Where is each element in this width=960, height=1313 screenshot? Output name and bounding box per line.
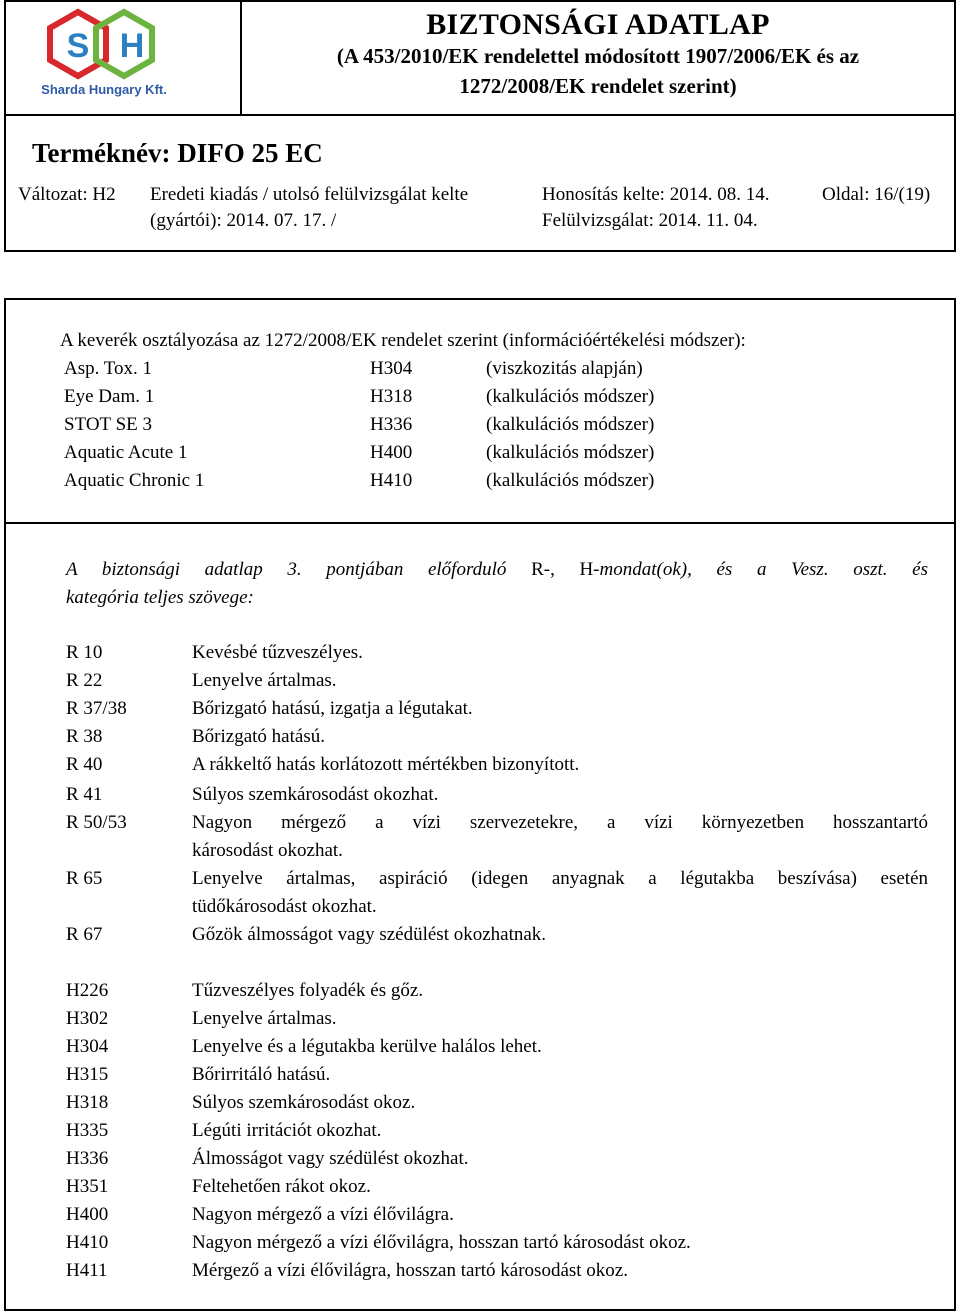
phrase-text: A rákkeltő hatás korlátozott mértékben bizonyított. (192, 754, 580, 775)
classification-heading: A keverék osztályozása az 1272/2008/EK rendelet szerint (információértékelési módszer): (60, 330, 746, 351)
phrase-text-line1: Nagyon mérgező a vízi szervezetekre, a vízi környezetben hosszantartó (192, 812, 928, 833)
phrase-code: H336 (66, 1148, 109, 1169)
company-logo (6, 2, 242, 114)
phrase-text: Súlyos szemkárosodást okozhat. (192, 784, 439, 805)
phrase-text: Nagyon mérgező a vízi élővilágra, hosszan tartó károsodást okoz. (192, 1232, 691, 1253)
issue-date-line1: Eredeti kiadás / utolsó felülvizsgálat kelte (150, 184, 469, 205)
phrase-text: Gőzök álmosságot vagy szédülést okozhatnak. (192, 924, 547, 945)
phrase-code: R 38 (66, 726, 103, 747)
logo-cell (6, 2, 242, 116)
hazard-code: H410 (370, 470, 413, 491)
classification-row (0, 414, 960, 442)
phrase-code: R 65 (66, 868, 103, 889)
approval-date (542, 182, 769, 234)
phrase-text-line2: károsodást okozhat. (192, 840, 343, 861)
phrase-code: H318 (66, 1092, 109, 1113)
approval-date-line1: Honosítás kelte: 2014. 08. 14. (542, 184, 770, 205)
statements-intro (66, 556, 928, 584)
hazard-category: Aquatic Chronic 1 (64, 470, 205, 491)
phrase-code: H411 (66, 1260, 108, 1281)
phrase-text: Bőrizgató hatású. (192, 726, 325, 747)
issue-date (150, 182, 468, 234)
phrase-text: Mérgező a vízi élővilágra, hosszan tartó károsodást okoz. (192, 1260, 628, 1281)
phrase-code: R 22 (66, 670, 103, 691)
hazard-code: H318 (370, 386, 413, 407)
hazard-category: Eye Dam. 1 (64, 386, 155, 407)
phrase-text: Lenyelve ártalmas. (192, 670, 337, 691)
phrase-code: R 40 (66, 754, 103, 775)
hazard-category: Asp. Tox. 1 (64, 358, 153, 379)
phrase-text: Súlyos szemkárosodást okoz. (192, 1092, 416, 1113)
page-number: Oldal: 16/(19) (822, 184, 931, 205)
classification-row (0, 442, 960, 470)
phrase-text: Lenyelve ártalmas. (192, 1008, 337, 1029)
title-cell (242, 2, 954, 116)
phrase-code: H335 (66, 1120, 109, 1141)
phrase-text: Légúti irritációt okozhat. (192, 1120, 382, 1141)
intro-part-a: A biztonsági adatlap 3. pontjában előforduló (66, 559, 507, 580)
document-header (4, 0, 956, 252)
classification-method: (kalkulációs módszer) (486, 386, 655, 407)
phrase-code: H410 (66, 1232, 109, 1253)
statements-intro-line2: kategória teljes szövege: (66, 587, 254, 608)
phrase-text: Nagyon mérgező a vízi élővilágra. (192, 1204, 454, 1225)
phrase-code: R 10 (66, 642, 103, 663)
classification-row (0, 386, 960, 414)
product-name: Terméknév: DIFO 25 EC (32, 138, 323, 168)
hazard-category: Aquatic Acute 1 (64, 442, 188, 463)
hazard-code: H336 (370, 414, 413, 435)
phrase-text-line2: tüdőkárosodást okozhat. (192, 896, 377, 917)
phrase-code: H351 (66, 1176, 109, 1197)
phrase-code: H315 (66, 1064, 109, 1085)
phrase-text: Feltehetően rákot okoz. (192, 1176, 371, 1197)
product-cell (6, 116, 954, 184)
phrase-text: Kevésbé tűzveszélyes. (192, 642, 363, 663)
logo-company-text: Sharda Hungary Kft. (41, 82, 167, 97)
logo-letter-s: S (66, 27, 90, 65)
phrase-code: H226 (66, 980, 109, 1001)
phrase-text: Álmosságot vagy szédülést okozhat. (192, 1148, 469, 1169)
hazard-code: H400 (370, 442, 413, 463)
classification-method: (viszkozitás alapján) (486, 358, 643, 379)
classification-method: (kalkulációs módszer) (486, 442, 655, 463)
phrase-text-line1: Lenyelve ártalmas, aspiráció (idegen anyagnak a légutakba beszívása) esetén (192, 868, 928, 889)
classification-method: (kalkulációs módszer) (486, 470, 655, 491)
document-subtitle-line1: (A 453/2010/EK rendelettel módosított 1907/2006/EK és az (336, 44, 860, 68)
hazard-category: STOT SE 3 (64, 414, 152, 435)
phrase-text: Bőrizgató hatású, izgatja a légutakat. (192, 698, 473, 719)
issue-date-line2: (gyártói): 2014. 07. 17. / (150, 210, 337, 231)
approval-date-line2: Felülvizsgálat: 2014. 11. 04. (542, 210, 758, 231)
phrase-code: H304 (66, 1036, 109, 1057)
classification-row (0, 470, 960, 498)
logo-letter-h: H (119, 27, 145, 65)
phrase-code: R 41 (66, 784, 103, 805)
phrase-text: Bőrirritáló hatású. (192, 1064, 331, 1085)
phrase-code: H302 (66, 1008, 109, 1029)
document-title: BIZTONSÁGI ADATLAP (426, 8, 770, 41)
classification-row (0, 358, 960, 386)
phrase-code: R 67 (66, 924, 103, 945)
phrase-code: R 37/38 (66, 698, 127, 719)
intro-part-c: mondat(ok), és a Vesz. oszt. és (599, 559, 928, 580)
classification-method: (kalkulációs módszer) (486, 414, 655, 435)
intro-part-b: R-, H- (531, 559, 600, 580)
phrase-code: H400 (66, 1204, 109, 1225)
phrase-text: Lenyelve és a légutakba kerülve halálos lehet. (192, 1036, 542, 1057)
hazard-code: H304 (370, 358, 413, 379)
phrase-code: R 50/53 (66, 812, 127, 833)
phrase-text: Tűzveszélyes folyadék és gőz. (192, 980, 424, 1001)
document-subtitle-line2: 1272/2008/EK rendelet szerint) (459, 74, 737, 98)
version-label: Változat: H2 (18, 184, 116, 205)
